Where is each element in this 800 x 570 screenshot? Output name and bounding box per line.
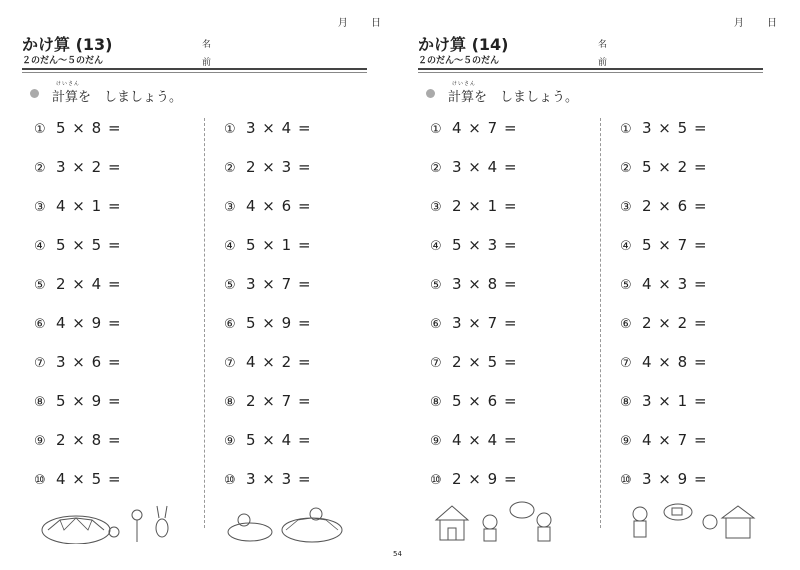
problem-item: [430, 313, 518, 352]
problem-item: [430, 157, 518, 196]
problem-expression: 3 × 4 =: [246, 119, 312, 137]
problem-item: [620, 391, 708, 430]
problem-number: ④: [224, 239, 237, 254]
problem-expression: 2 × 4 =: [56, 275, 122, 293]
furigana: けいさん: [452, 81, 477, 87]
problem-expression: 2 × 3 =: [246, 158, 312, 176]
month-label: 月: [337, 18, 349, 29]
problem-number: ⑧: [34, 395, 47, 410]
problem-expression: 2 × 6 =: [642, 197, 708, 215]
problem-number: ⑩: [430, 473, 443, 488]
problem-expression: 3 × 6 =: [56, 353, 122, 371]
problem-item: [620, 196, 708, 235]
problem-number: ⑥: [430, 317, 443, 332]
problem-item: [430, 430, 518, 469]
problem-number: ⑨: [620, 434, 633, 449]
problem-number: ⑦: [224, 356, 237, 371]
problem-expression: 4 × 3 =: [642, 275, 708, 293]
problem-item: [34, 118, 122, 157]
problem-expression: 4 × 2 =: [246, 353, 312, 371]
problem-item: [430, 235, 518, 274]
date-field: [320, 14, 382, 29]
problem-item: [430, 196, 518, 235]
problem-item: [34, 274, 122, 313]
problem-expression: 5 × 5 =: [56, 236, 122, 254]
worksheet-title: かけ算 (14): [418, 35, 509, 54]
problem-item: [620, 430, 708, 469]
problem-expression: 5 × 6 =: [452, 392, 518, 410]
worksheet-subtitle: ２のだん～５のだん: [22, 56, 104, 66]
problem-number: ③: [620, 200, 633, 215]
problem-expression: 3 × 2 =: [56, 158, 122, 176]
problem-item: [430, 118, 518, 157]
problem-item: [34, 430, 122, 469]
problem-number: ⑤: [430, 278, 443, 293]
problem-expression: 4 × 5 =: [56, 470, 122, 488]
furigana: けいさん: [56, 81, 81, 87]
problem-expression: 4 × 6 =: [246, 197, 312, 215]
problem-expression: 2 × 1 =: [452, 197, 518, 215]
problem-item: [430, 352, 518, 391]
worksheet-right: [418, 0, 778, 560]
problem-number: ⑦: [34, 356, 47, 371]
problem-expression: 4 × 7 =: [452, 119, 518, 137]
problem-number: ⑨: [34, 434, 47, 449]
bullet-icon: [30, 89, 39, 98]
name-label: 名: [598, 40, 608, 50]
problem-expression: 4 × 7 =: [642, 431, 708, 449]
header-rule-thin: [22, 72, 367, 73]
problem-number: ⑦: [430, 356, 443, 371]
problem-number: ④: [430, 239, 443, 254]
problem-number: ③: [224, 200, 237, 215]
problem-expression: 5 × 4 =: [246, 431, 312, 449]
problem-expression: 2 × 5 =: [452, 353, 518, 371]
problem-item: [34, 313, 122, 352]
problem-item: [224, 391, 312, 430]
month-label: 月: [733, 18, 745, 29]
page-number: 54: [393, 550, 402, 558]
column-divider: [204, 118, 205, 528]
problem-number: ③: [34, 200, 47, 215]
instruction: 計算を しましょう。: [448, 90, 579, 105]
problem-number: ⑨: [430, 434, 443, 449]
problem-item: [224, 118, 312, 157]
problem-number: ①: [430, 122, 443, 137]
problem-number: ④: [620, 239, 633, 254]
turtle-rabbit-illustration: [36, 494, 176, 544]
problem-number: ③: [430, 200, 443, 215]
problem-item: [224, 430, 312, 469]
problem-number: ①: [224, 122, 237, 137]
problem-number: ⑧: [620, 395, 633, 410]
problem-expression: 3 × 8 =: [452, 275, 518, 293]
problem-expression: 5 × 3 =: [452, 236, 518, 254]
problem-expression: 3 × 7 =: [452, 314, 518, 332]
problem-expression: 4 × 1 =: [56, 197, 122, 215]
problem-number: ⑧: [430, 395, 443, 410]
problem-number: ⑩: [224, 473, 237, 488]
problem-item: [224, 196, 312, 235]
problem-expression: 2 × 9 =: [452, 470, 518, 488]
name-label-2: 前: [202, 58, 212, 68]
problem-number: ⑤: [34, 278, 47, 293]
problem-expression: 5 × 9 =: [56, 392, 122, 410]
problem-item: [224, 157, 312, 196]
problem-item: [620, 235, 708, 274]
problem-item: [34, 391, 122, 430]
problem-expression: 3 × 9 =: [642, 470, 708, 488]
problem-expression: 2 × 7 =: [246, 392, 312, 410]
sleeping-animals-illustration: [222, 494, 352, 544]
problem-expression: 4 × 9 =: [56, 314, 122, 332]
problem-number: ⑩: [620, 473, 633, 488]
problem-number: ⑥: [224, 317, 237, 332]
problem-number: ⑦: [620, 356, 633, 371]
problem-item: [430, 274, 518, 313]
problem-number: ②: [620, 161, 633, 176]
problem-expression: 3 × 3 =: [246, 470, 312, 488]
problem-number: ①: [34, 122, 47, 137]
problem-number: ①: [620, 122, 633, 137]
problem-expression: 5 × 7 =: [642, 236, 708, 254]
problem-expression: 5 × 9 =: [246, 314, 312, 332]
problem-expression: 3 × 7 =: [246, 275, 312, 293]
problem-number: ⑥: [34, 317, 47, 332]
problem-number: ④: [34, 239, 47, 254]
worksheet-title: かけ算 (13): [22, 35, 113, 54]
mail-carrier-illustration: [618, 494, 758, 544]
problem-column-left: [34, 118, 122, 508]
problem-item: [620, 313, 708, 352]
day-label: 日: [371, 18, 382, 29]
problem-item: [34, 196, 122, 235]
problem-number: ⑨: [224, 434, 237, 449]
problem-expression: 3 × 4 =: [452, 158, 518, 176]
name-label-2: 前: [598, 58, 608, 68]
header-rule-thin: [418, 72, 763, 73]
problem-number: ⑩: [34, 473, 47, 488]
problem-expression: 5 × 1 =: [246, 236, 312, 254]
date-field: [716, 14, 778, 29]
problem-item: [34, 235, 122, 274]
problem-number: ②: [224, 161, 237, 176]
day-label: 日: [767, 18, 778, 29]
problem-expression: 2 × 8 =: [56, 431, 122, 449]
problem-item: [620, 118, 708, 157]
worksheet-subtitle: ２のだん～５のだん: [418, 56, 500, 66]
problem-number: ⑥: [620, 317, 633, 332]
problem-item: [620, 274, 708, 313]
problem-expression: 3 × 5 =: [642, 119, 708, 137]
problem-expression: 2 × 2 =: [642, 314, 708, 332]
column-divider: [600, 118, 601, 528]
worksheet-left: [22, 0, 382, 560]
problem-item: [224, 235, 312, 274]
problem-item: [224, 352, 312, 391]
problem-number: ②: [34, 161, 47, 176]
problem-column-right: [620, 118, 708, 508]
bullet-icon: [426, 89, 435, 98]
problem-column-left: [430, 118, 518, 508]
header-rule: [418, 68, 763, 70]
problem-number: ②: [430, 161, 443, 176]
name-label: 名: [202, 40, 212, 50]
problem-number: ⑧: [224, 395, 237, 410]
house-animals-illustration: [434, 494, 564, 544]
problem-expression: 3 × 1 =: [642, 392, 708, 410]
header-rule: [22, 68, 367, 70]
problem-item: [34, 352, 122, 391]
problem-item: [224, 274, 312, 313]
problem-item: [620, 352, 708, 391]
problem-item: [34, 157, 122, 196]
problem-number: ⑤: [224, 278, 237, 293]
problem-item: [224, 313, 312, 352]
problem-number: ⑤: [620, 278, 633, 293]
problem-expression: 5 × 8 =: [56, 119, 122, 137]
problem-item: [430, 391, 518, 430]
problem-expression: 5 × 2 =: [642, 158, 708, 176]
problem-item: [620, 157, 708, 196]
problem-column-right: [224, 118, 312, 508]
problem-expression: 4 × 4 =: [452, 431, 518, 449]
instruction: 計算を しましょう。: [52, 90, 183, 105]
problem-expression: 4 × 8 =: [642, 353, 708, 371]
